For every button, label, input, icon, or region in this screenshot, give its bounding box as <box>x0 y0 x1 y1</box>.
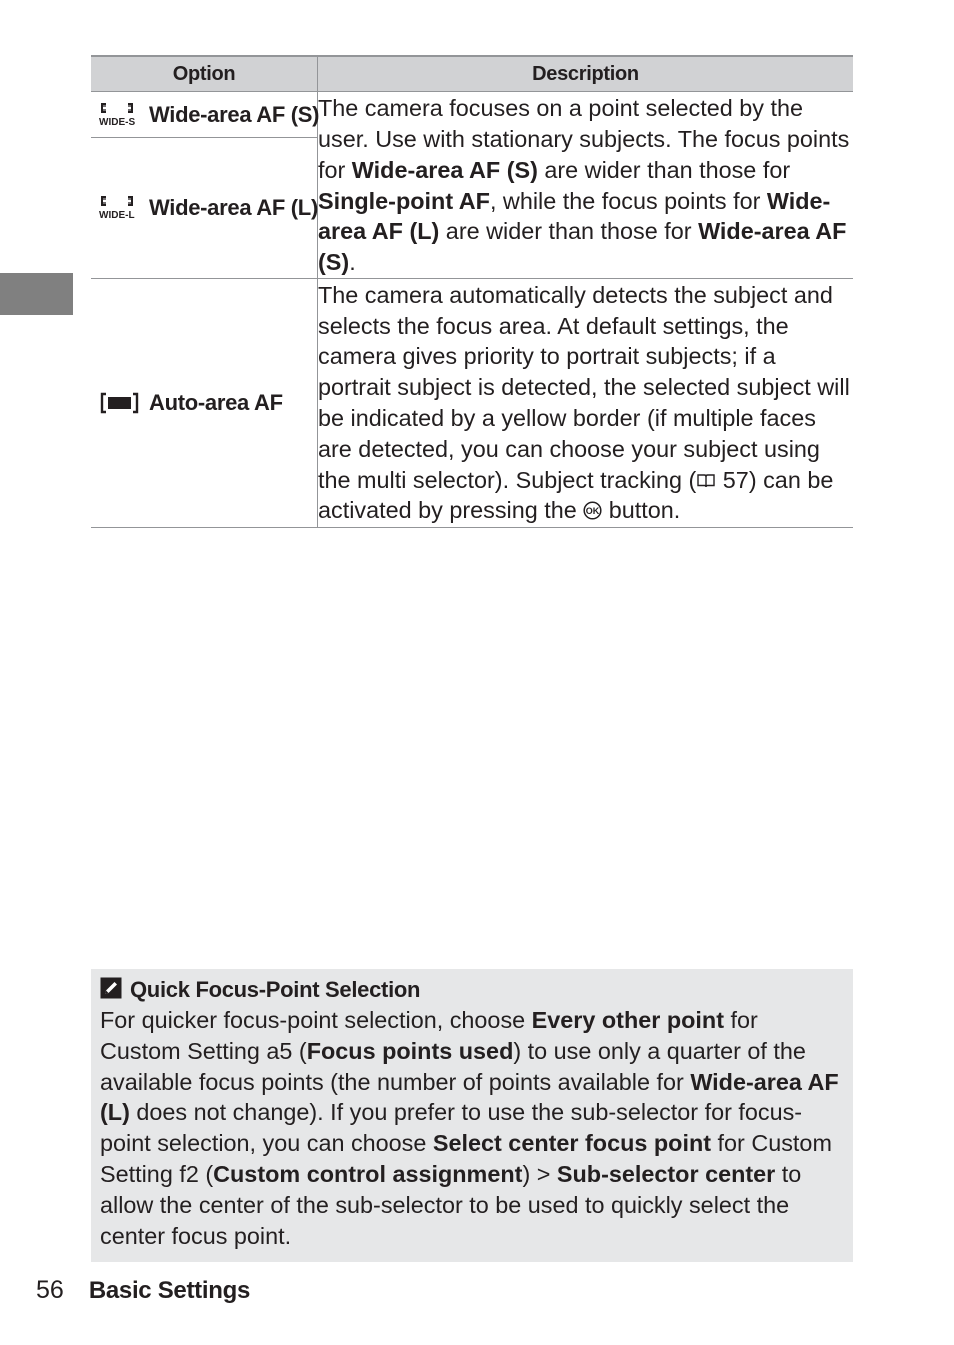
ok-button-icon <box>583 497 602 523</box>
page-number: 56 <box>36 1276 64 1304</box>
af-area-options-table <box>91 55 853 528</box>
wide-area-s-icon <box>91 100 149 130</box>
table-row <box>91 279 853 528</box>
section-title: Basic Settings <box>88 1277 250 1304</box>
quick-focus-note <box>91 969 853 1262</box>
table-row <box>91 92 853 138</box>
svg-text:WIDE-L: WIDE-L <box>99 210 135 221</box>
wide-area-af-s-label: Wide-area AF (S) <box>149 101 320 127</box>
option-column-header: Option <box>91 56 318 92</box>
chapter-tab <box>0 273 73 315</box>
auto-area-icon <box>91 388 149 418</box>
svg-text:OK: OK <box>586 506 600 517</box>
page-reference[interactable]: 57 <box>722 466 749 493</box>
note-pencil-icon <box>100 977 122 1004</box>
description-column-header: Description <box>318 56 854 92</box>
wide-area-af-l-label: Wide-area AF (L) <box>149 195 318 220</box>
note-body: For quicker focus-point selection, choose Every other point for Custom Setting a5 (Focus points used) to use only a quarter of the available focus points (the number of points available for Wide-area AF (L) does not change). If you prefer to use the sub-selector for focus-point selection, you can choose Select center focus point for Custom Setting f2 (Custom control assignment) > Sub-selector center to allow the center of the sub-selector to be used to quickly select the center focus point. <box>100 1007 839 1249</box>
auto-area-description: The camera automatically detects the subject and selects the focus area. At default settings, the camera gives priority to portrait subjects; if a portrait subject is detected, the selected subject will be indicated by a yellow border (if multiple faces are detected, you can choose your subject using the multi selector). Subject tracking ( 57) can be activated by pressing the OK button. <box>318 279 854 528</box>
wide-area-l-icon <box>91 193 149 223</box>
table-header-row <box>91 56 853 92</box>
wide-area-description: The camera focuses on a point selected by the user. Use with stationary subjects. The focus points for Wide-area AF (S) are wider than those for Single-point AF, while the focus points for Wide-area AF (L) are wider than those for Wide-area AF (S). <box>318 95 850 276</box>
book-icon <box>696 467 716 493</box>
note-title: Quick Focus-Point Selection <box>130 977 421 1002</box>
page-footer <box>36 1276 250 1305</box>
svg-text:WIDE-S: WIDE-S <box>99 116 136 128</box>
auto-area-af-label: Auto-area AF <box>149 390 283 415</box>
